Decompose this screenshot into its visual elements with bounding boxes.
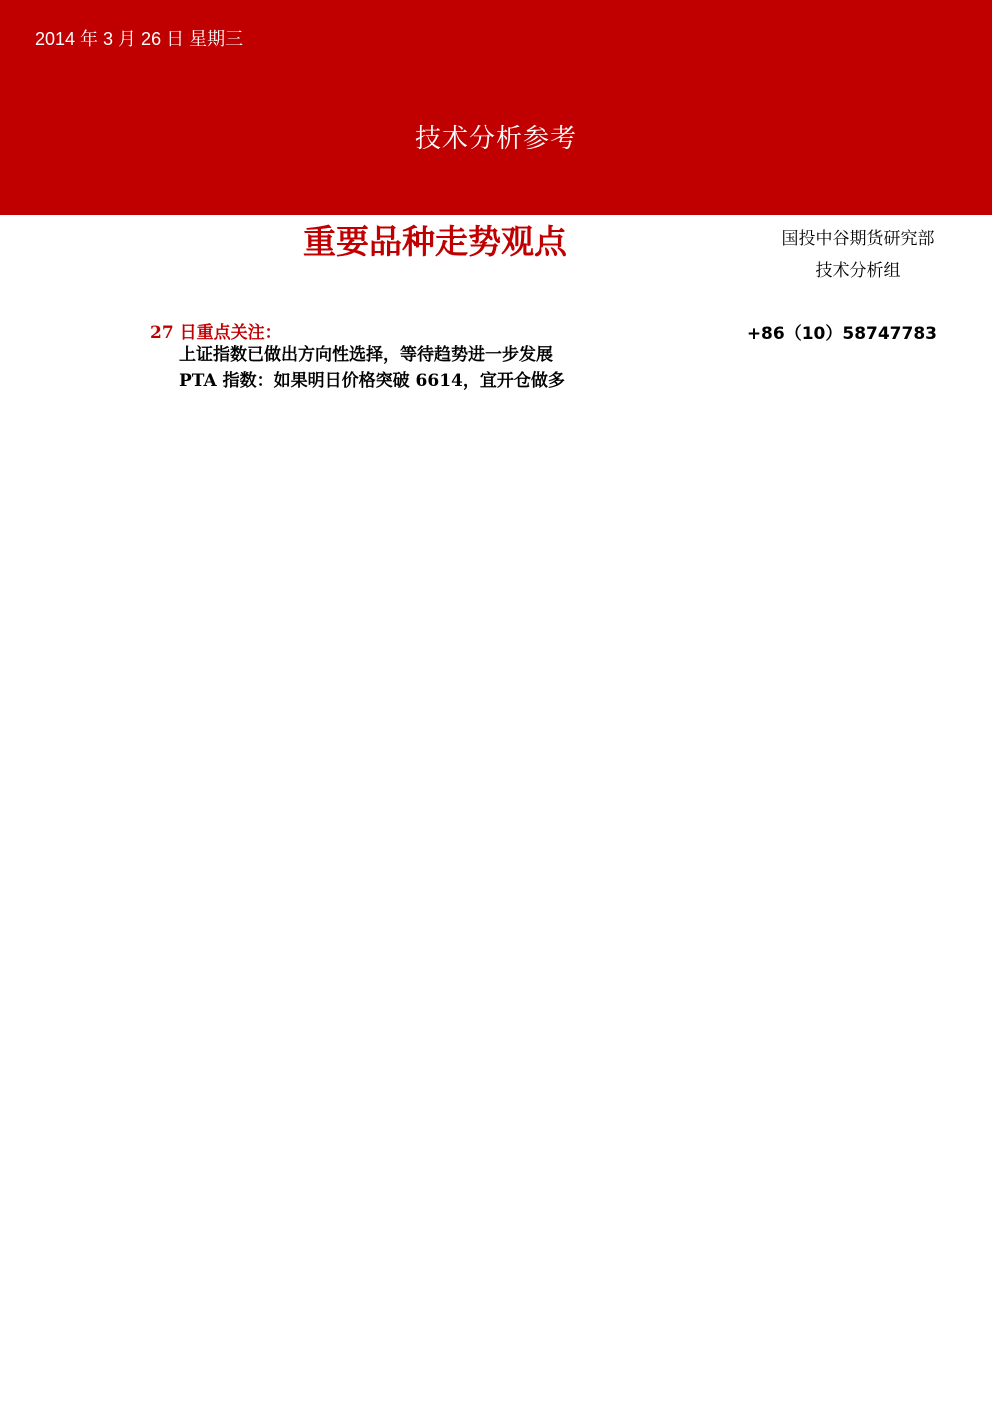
contact-phone: +86（10）58747783	[746, 324, 937, 344]
page-title: 重要品种走势观点	[303, 222, 567, 261]
report-date: 2014 年 3 月 26 日 星期三	[35, 29, 244, 49]
header-banner	[0, 0, 992, 215]
department-name: 国投中谷期货研究部	[781, 229, 935, 249]
report-title: 技术分析参考	[414, 124, 577, 154]
focus-heading: 27 日重点关注：	[150, 323, 282, 343]
focus-item-pta-index: PTA 指数：如果明日价格突破 6614，宜开仓做多	[179, 371, 565, 391]
focus-list	[179, 342, 565, 394]
focus-item-shanghai-index: 上证指数已做出方向性选择，等待趋势进一步发展	[179, 345, 553, 365]
group-name: 技术分析组	[815, 261, 901, 281]
